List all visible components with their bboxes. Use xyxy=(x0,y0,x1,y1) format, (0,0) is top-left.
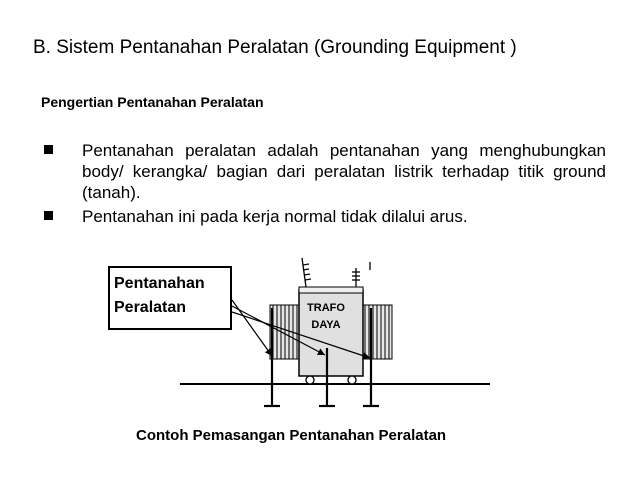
transformer-top xyxy=(299,287,363,293)
left-radiator xyxy=(270,305,300,359)
figure-caption: Contoh Pemasangan Pentanahan Peralatan xyxy=(136,427,447,444)
label-box xyxy=(108,266,232,330)
trafo-label-line-1: TRAFO xyxy=(307,302,345,314)
bullet-text: Pentanahan ini pada kerja normal tidak dilalui arus. xyxy=(82,207,468,226)
bushing-left xyxy=(302,258,311,287)
bushing-right xyxy=(352,262,370,287)
bullet-text: Pentanahan peralatan adalah pentanahan yang menghubungkan body/ kerangka/ bagian dari peralatan listrik terhadap titik ground (tanah). xyxy=(82,141,606,202)
trafo-label xyxy=(307,300,345,334)
label-line-2: Peralatan xyxy=(114,299,187,316)
wheel-left xyxy=(306,376,314,384)
label-line-1: Pentanahan xyxy=(114,275,205,292)
wheel-right xyxy=(348,376,356,384)
slide-title: B. Sistem Pentanahan Peralatan (Grounding Equipment ) xyxy=(33,37,517,58)
trafo-label-line-2: DAYA xyxy=(311,319,341,331)
right-radiator xyxy=(362,305,392,359)
slide-subtitle: Pengertian Pentanahan Peralatan xyxy=(41,94,264,110)
